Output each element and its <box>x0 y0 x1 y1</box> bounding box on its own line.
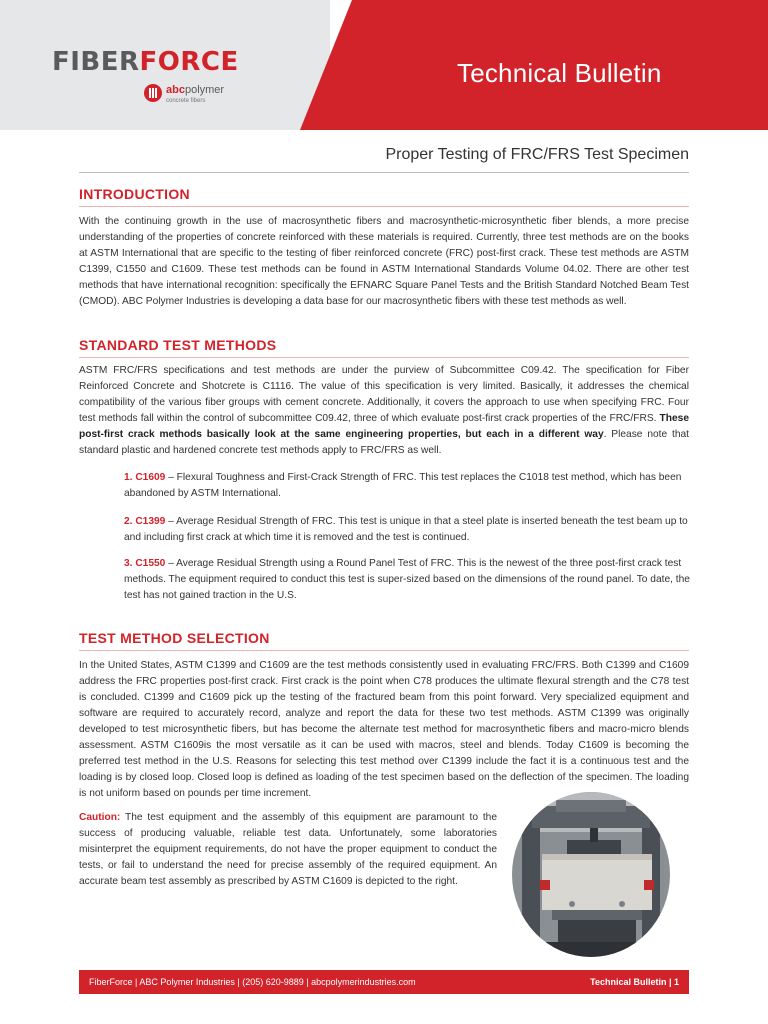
abc-polymer-mark-icon <box>144 84 162 102</box>
selection-heading: TEST METHOD SELECTION <box>79 630 270 646</box>
abc-polymer-logo <box>144 80 224 105</box>
logo-abc-text: abc <box>166 84 185 96</box>
beam-test-assembly-photo <box>512 792 670 957</box>
method-item-c1609: 1. C1609 – Flexural Toughness and First-Crack Strength of FRC. This test replaces the C1018 test method, which has been abandoned by ASTM International. <box>124 472 682 499</box>
introduction-heading: INTRODUCTION <box>79 186 190 202</box>
introduction-body: With the continuing growth in the use of macrosynthetic fibers and macrosynthetic-microsynthetic fiber blends, a more precise understanding of the properties of concrete reinforced with these materials is required. Currently, three test methods are on the books at ASTM International that are specific to the testing of fiber reinforced concrete (FRC) post-first crack. These test methods are ASTM C1399, C1550 and C1609. These test methods can be found in ASTM International Standards Volume 04.02. There are other test methods that have international recognition: specifically the EFNARC Square Panel Tests and the British Standard Notched Beam Test (CMOD). ABC Polymer Industries is developing a data base for our macrosynthetic fibers with these test methods as well. <box>79 216 689 307</box>
logo-tagline: concrete fibers <box>166 98 206 104</box>
logo-fiber-text: FIBER <box>52 47 140 77</box>
standard-methods-emphasis: These post-first crack methods basically look at the same engineering properties, but each in a different way <box>79 413 689 440</box>
footer-page-label: Technical Bulletin | 1 <box>590 977 679 987</box>
method-item-c1399: 2. C1399 – Average Residual Strength of FRC. This test is unique in that a steel plate is inserted beneath the test beam up to and including first crack at which time it is removed and the test is continued. <box>124 516 688 543</box>
logo-force-text: FORCE <box>139 47 239 77</box>
fiberforce-logo <box>52 47 239 104</box>
header-title: Technical Bulletin <box>457 58 662 88</box>
standard-methods-heading: STANDARD TEST METHODS <box>79 337 277 353</box>
document-title: Proper Testing of FRC/FRS Test Specimen <box>385 146 689 163</box>
page-footer <box>79 970 689 994</box>
caution-paragraph: Caution: The test equipment and the assembly of this equipment are paramount to the success of producing valuable, reliable test data. Unfortunately, some laboratories misinterpret the equipment requirements, do not have the proper equipment to conduct the tests, or fail to understand the need for precise assembly of the required equipment. An accurate beam test assembly as prescribed by ASTM C1609 is depicted to the right. <box>79 812 497 887</box>
page-header <box>0 0 768 130</box>
introduction-divider <box>79 206 689 207</box>
footer-contact: FiberForce | ABC Polymer Industries | (205) 620-9889 | abcpolymerindustries.com <box>89 977 416 987</box>
caution-label: Caution: <box>79 812 121 823</box>
selection-divider <box>79 650 689 651</box>
method-item-c1550: 3. C1550 – Average Residual Strength using a Round Panel Test of FRC. This is the newest of the three post-first crack test methods. The equipment required to conduct this test is super-sized based on the dimensions of the round panel. To date, the test has not gained traction in the U.S. <box>124 558 690 601</box>
selection-body: In the United States, ASTM C1399 and C1609 are the test methods consistently used in evaluating FRC/FRS. Both C1399 and C1609 address the FRC properties post-first crack. First crack is the point when C78 produces the ultimate flexural strength and the C78 test is concluded. C1399 and C1609 pick up the testing of the fractured beam from this point forward. Very specialized equipment and software are required to accurately record, analyze and report the data for these two test methods. ASTM C1399 was originally developed to test microsynthetic fibers, but has become the alternate test method for macrosynthetic fibers and macro-micro blends assessment. ASTM C1609is the most versatile as it can be used with macros, steel and blends. Today C1609 is becoming the preferred test method in the U.S. Reasons for selecting this test method over C1399 include the fact it is a continuous test and the loading is by closed loop. Closed loop is defined as loading of the test specimen based on the deflection of the specimen. The loading is not uniform based on pounds per time increment. <box>79 660 689 799</box>
logo-polymer-text: polymer <box>184 84 225 96</box>
title-divider <box>79 172 689 173</box>
standard-methods-divider <box>79 357 689 358</box>
standard-methods-body: ASTM FRC/FRS specifications and test methods are under the purview of Subcommittee C09.42. The specification for Fiber Reinforced Concrete and Shotcrete is C1116. The value of this specification is very limited. Basically, it addresses the chemical compatibility of the various fiber groups with cement concrete. Additionally, it covers the approach to use when specifying FRC. Four test methods fall within the control of subcommittee C09.42, three of which evaluate post-first crack properties of the FRC/FRS. These post-first crack methods basically look at the same engineering properties, but each in a different way. Please note that standard plastic and hardened concrete test methods apply to FRC/FRS as well. <box>79 365 689 456</box>
